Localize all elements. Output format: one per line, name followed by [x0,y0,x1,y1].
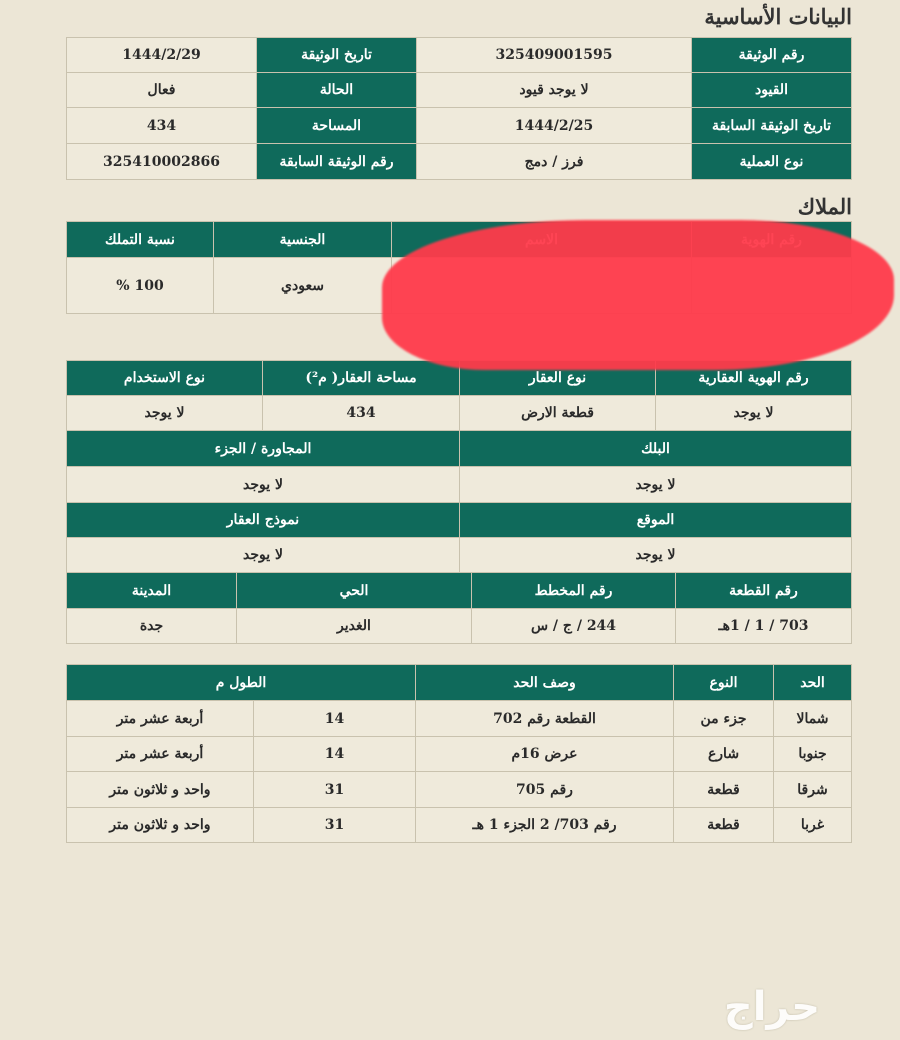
value-restrictions: لا يوجد قيود [417,73,692,108]
boundary-length-words: أربعة عشر متر [67,701,254,737]
redaction-scribble [382,220,894,370]
header-plan-number: رقم المخطط [472,573,676,609]
basic-info-title: البيانات الأساسية [704,4,852,29]
value-property-area: 434 [263,396,460,431]
header-adjacency: المجاورة / الجزء [67,431,460,467]
header-district: الحي [237,573,472,609]
value-property-type: قطعة الارض [460,396,656,431]
haraj-watermark-logo: حراج [723,984,821,1030]
value-property-model: لا يوجد [67,538,460,573]
header-usage-type: نوع الاستخدام [67,361,263,396]
boundary-length: 31 [254,808,416,843]
value-property-id: لا يوجد [656,396,852,431]
header-property-model: نموذج العقار [67,503,460,538]
boundary-length: 31 [254,772,416,808]
boundary-side: غربا [774,808,852,843]
header-boundary-type: النوع [674,665,774,701]
value-district: الغدير [237,609,472,644]
basic-info-table [66,37,852,180]
header-property-id: رقم الهوية العقارية [656,361,852,396]
value-city: جدة [67,609,237,644]
value-prev-doc-number: 325410002866 [67,144,257,180]
label-doc-date: تاريخ الوثيقة [257,38,417,73]
boundary-desc: رقم 703/ 2 الجزء 1 هـ [416,808,674,843]
header-length: الطول م [67,665,416,701]
boundary-desc: رقم 705 [416,772,674,808]
header-nationality: الجنسية [214,222,392,258]
header-boundary-desc: وصف الحد [416,665,674,701]
value-plot-number: 703 / 1 / 1هـ [676,609,852,644]
header-location: الموقع [460,503,852,538]
value-nationality: سعودي [214,258,392,314]
value-prev-doc-date: 1444/2/25 [417,108,692,144]
boundary-desc: عرض 16م [416,737,674,772]
value-doc-number: 325409001595 [417,38,692,73]
header-property-type: نوع العقار [460,361,656,396]
label-restrictions: القيود [692,73,852,108]
boundary-length-words: أربعة عشر متر [67,737,254,772]
boundary-type: قطعة [674,772,774,808]
value-status: فعال [67,73,257,108]
boundary-length: 14 [254,701,416,737]
value-operation-type: فرز / دمج [417,144,692,180]
value-plan-number: 244 / ج / س [472,609,676,644]
label-area: المساحة [257,108,417,144]
boundary-type: شارع [674,737,774,772]
boundary-side: شرقا [774,772,852,808]
value-usage-type: لا يوجد [67,396,263,431]
boundary-side: شمالا [774,701,852,737]
boundary-length: 14 [254,737,416,772]
header-ownership-share: نسبة التملك [67,222,214,258]
boundary-side: جنوبا [774,737,852,772]
header-plot-number: رقم القطعة [676,573,852,609]
value-ownership-share: 100 % [67,258,214,314]
boundary-length-words: واحد و ثلاثون متر [67,808,254,843]
boundary-length-words: واحد و ثلاثون متر [67,772,254,808]
value-block: لا يوجد [460,467,852,503]
value-area: 434 [67,108,257,144]
plot-table [66,572,852,644]
boundaries-table [66,664,852,843]
header-property-area: مساحة العقار( م²) [263,361,460,396]
boundary-desc: القطعة رقم 702 [416,701,674,737]
table-row [67,701,852,737]
table-row [67,737,852,772]
header-city: المدينة [67,573,237,609]
value-adjacency: لا يوجد [67,467,460,503]
header-block: البلك [460,431,852,467]
label-operation-type: نوع العملية [692,144,852,180]
table-row [67,808,852,843]
label-doc-number: رقم الوثيقة [692,38,852,73]
value-location: لا يوجد [460,538,852,573]
label-prev-doc-date: تاريخ الوثيقة السابقة [692,108,852,144]
table-row [67,772,852,808]
owners-title: الملاك [797,194,852,219]
boundary-type: قطعة [674,808,774,843]
label-prev-doc-number: رقم الوثيقة السابقة [257,144,417,180]
property-table [66,360,852,573]
label-status: الحالة [257,73,417,108]
value-doc-date: 1444/2/29 [67,38,257,73]
header-boundary: الحد [774,665,852,701]
boundary-type: جزء من [674,701,774,737]
